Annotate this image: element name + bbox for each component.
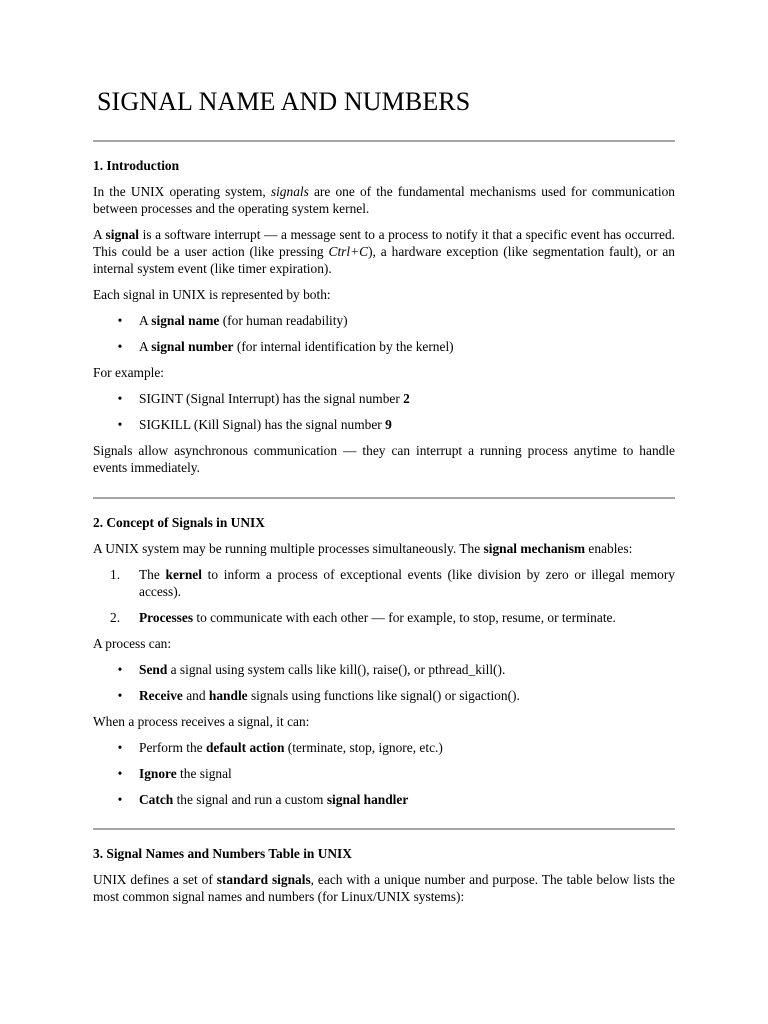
list-number: 1. — [110, 567, 121, 582]
list-item: • SIGINT (Signal Interrupt) has the signal number 2 — [93, 390, 675, 407]
list-item: • Send a signal using system calls like kill(), raise(), or pthread_kill(). — [93, 661, 675, 678]
bullet-icon: • — [117, 417, 123, 432]
list-item: • A signal name (for human readability) — [93, 312, 675, 329]
bullet-list — [93, 390, 675, 433]
paragraph: A process can: — [93, 636, 172, 651]
paragraph: UNIX defines a set of standard signals, each with a unique number and purpose. The table below lists the most common signal names and numbers (for Linux/UNIX systems): — [93, 872, 675, 904]
section-heading-signal-table: 3. Signal Names and Numbers Table in UNIX — [93, 846, 352, 861]
section-heading-introduction: 1. Introduction — [93, 158, 180, 173]
list-item: • Receive and handle signals using functions like signal() or sigaction(). — [93, 687, 675, 704]
bullet-list — [93, 312, 675, 355]
bullet-icon: • — [117, 792, 123, 807]
bullet-list — [93, 739, 675, 808]
bullet-icon: • — [117, 766, 123, 781]
list-item: 1. The kernel to inform a process of exceptional events (like division by zero or illegal memory access). — [110, 567, 675, 599]
bullet-icon: • — [117, 662, 123, 677]
bullet-icon: • — [117, 313, 123, 328]
paragraph: Signals allow asynchronous communication — they can interrupt a running process anytime to handle events immediately. — [93, 443, 675, 475]
list-item: • Perform the default action (terminate, stop, ignore, etc.) — [93, 739, 675, 756]
bullet-icon: • — [117, 688, 123, 703]
paragraph: For example: — [93, 365, 165, 380]
numbered-list — [93, 566, 675, 626]
page-title: SIGNAL NAME AND NUMBERS — [97, 87, 471, 116]
bullet-icon: • — [117, 391, 123, 406]
paragraph: Each signal in UNIX is represented by both: — [93, 287, 331, 302]
list-item: • A signal number (for internal identification by the kernel) — [93, 338, 675, 355]
list-item: • Ignore the signal — [93, 765, 675, 782]
paragraph: When a process receives a signal, it can: — [93, 714, 310, 729]
section-divider — [93, 497, 675, 499]
list-number: 2. — [110, 610, 121, 625]
section-divider — [93, 140, 675, 142]
bullet-icon: • — [117, 339, 123, 354]
bullet-icon: • — [117, 740, 123, 755]
paragraph: In the UNIX operating system, signals are one of the fundamental mechanisms used for communication between processes and the operating system kernel. — [93, 184, 675, 216]
paragraph: A UNIX system may be running multiple processes simultaneously. The signal mechanism enables: — [93, 541, 633, 556]
section-divider — [93, 828, 675, 830]
section-heading-concept: 2. Concept of Signals in UNIX — [93, 515, 265, 530]
list-item: • SIGKILL (Kill Signal) has the signal number 9 — [93, 416, 675, 433]
list-item: 2. Processes to communicate with each other — for example, to stop, resume, or terminate. — [110, 610, 616, 625]
document-body — [93, 86, 675, 905]
paragraph: A signal is a software interrupt — a message sent to a process to notify it that a specific event has occurred. This could be a user action (like pressing Ctrl+C), a hardware exception (like segmentation fault), or an internal system event (like timer expiration). — [93, 227, 675, 276]
bullet-list — [93, 661, 675, 704]
list-item: • Catch the signal and run a custom signal handler — [93, 791, 675, 808]
